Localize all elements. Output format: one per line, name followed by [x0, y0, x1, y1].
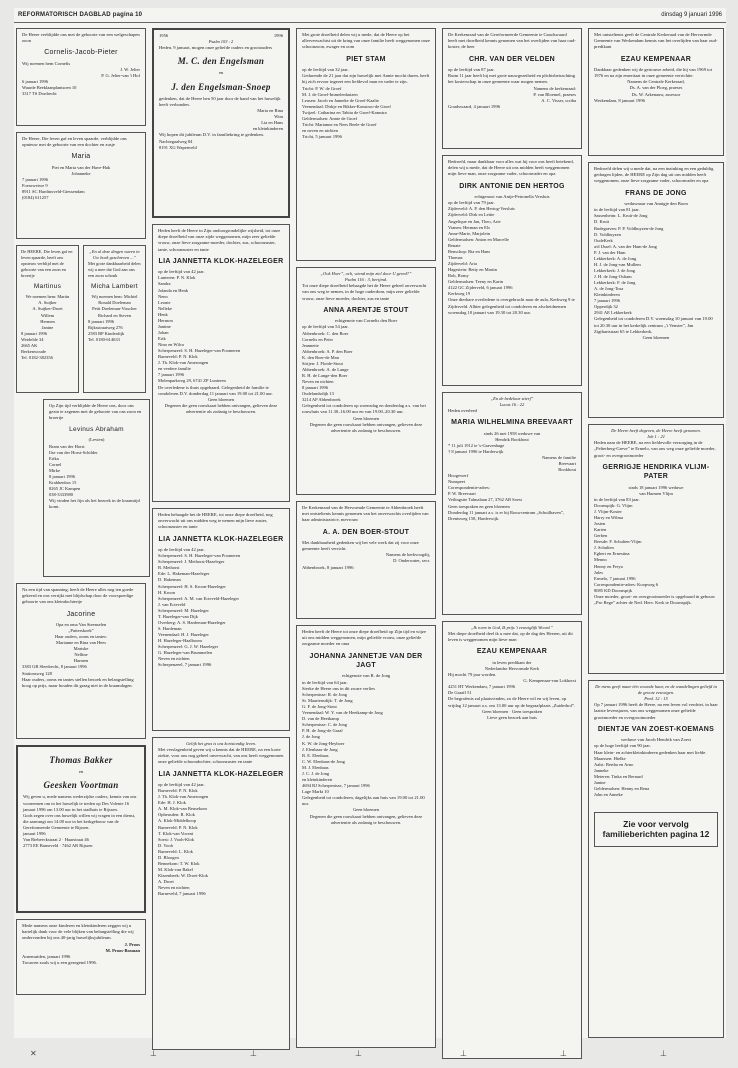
wedding-body: Wij geven u, mede namens wederzijdse ouders, kennis van ons voornemen om in het huwelijk te treden op Des Volente 16 januari 1996 om 13.00 uur in het stadhuis te Rijssen. Gods zegen over ons huwelijk willen wij vragen in een dienst, die aanvangt om 14.00 uur in het kerkgebouw van de Gereformeerde Gemeente te Rijssen. [23, 794, 137, 830]
notice-sub: sinds 18 januari 1996 weduwe van Harmen Vlijm [628, 484, 684, 496]
notice-quote: De Heere heeft degeven, de Heere heeft genomen. Job 1 : 21 [611, 428, 701, 440]
registration-mark-icon: ⊥ [660, 1049, 667, 1058]
deceased-age: in de leeftijd van 83 jaar. [594, 496, 640, 502]
obituary-kempenaar [442, 621, 582, 1059]
notice-address: Abbenbroek, 8 januari 1996 [302, 564, 354, 570]
and-word: en [78, 769, 84, 775]
deceased-age: op de hoge leeftijd van 90 jaar. [594, 743, 651, 749]
notice-address: 4251 HT Werkendam, 7 januari 1996 De Graaff 51 [448, 684, 515, 696]
notice-sub: weduwe van Jacob Hendrik van Zoest [620, 737, 692, 743]
deceased-name: LIA JANNETTA KLOK-HAZELEGER [158, 535, 284, 543]
anniversary-notice [152, 28, 290, 218]
deceased-name: EZAU KEMPENAAR [620, 55, 692, 63]
child-name: Cornelis-Jacob-Pieter [44, 49, 118, 57]
parents: Piet en Maria van der Have-Hak Johanneke [51, 164, 111, 176]
notice-address: Goudswaard, 4 januari 1996 [448, 103, 501, 109]
notice-address: 8 januari 1996 Oudelandsdijk 13 3214 AP Abbenbroek [302, 385, 341, 403]
notice-note: De overledene is thuis opgebaard. Gelegenheid de familie te condoleren D.V. donderdag 11 januari van 19.00 tot 21.00 uur. [158, 384, 273, 396]
notice-intro: De Heere verblijdde ons met de geboorte van een welgeschapen zoon [22, 32, 140, 44]
groom-name: Thomas Bakker [49, 755, 113, 765]
deceased-name: JOHANNA JANNETJE VAN DER JAGT [309, 652, 423, 669]
notice-quote: „Ook Hoer”, och, wiend mijn ziel door U gered?” Psalm 116 : 3, berijmd. [320, 271, 412, 283]
family-list: Scherpenzeel: S. H. Hazeleger-van Poomeren Scherpenzeel: J. Methorst-Hazeleger B. Methorst Ede: L. Hakeman-Hazeleger D. Hakeman Scherpenzeel: H. S. Kroon-Hazeleger H. Kroon Scherpenzeel: A. M. van Ecteveld-Hazeleger J. van Ecteveld Scherpenzeel: M. Hazeleger T. Hazeleger-van Dijk Overberg: A. S. Hardeman-Hazeleger S. Hardeman Veenendaal: H. J. Hazeleger H. Hazeleger-Haalboom Scherpenzeel: G. J. W. Hazeleger G. Hazeleger-van Brummelen Neven en nichten [158, 553, 241, 662]
column-5 [588, 28, 724, 1044]
notice-note: Haar ouders, ooms en tantes stellen bezoek en belangstelling hoog op prijs, maar houden dit graag niet in de kraamdagen. [22, 676, 134, 688]
notice-footer: Geen bloemen Degenen die geen rouwkaart hebben ontvangen, gelieven deze advertentie als zodanig te beschouwen. [309, 807, 423, 825]
family-list: Lunteren: P. N. Klok Sandra Jolanda en Henk Neno Leonie Nelleke Henk Hermon Jantine Johan Erik Nino en Wilco Scherpenzeel: S. H. Hazeleger-van Poomeren Barneveld: P. N. Klok J. Th. Klok-van Amerongen en verdere familie [158, 275, 241, 372]
notice-address: 7 januari 1996 Foeseweiwe 9 8911 SC Hardinxveld-Giessendam (0184) 611257 [22, 176, 85, 201]
notice-footer: Geen bloemen · Geen toespraken Lieve geen bezoek aan huis [482, 708, 542, 720]
notice-address: Scherpenzeel, 7 januari 1996 [158, 662, 212, 668]
family-list: Zijderveld: A. P. den Hertog-Versluis Zijderveld: Dirk en Lettie Angelique en Jan, Theo, Arie Vianen: Herman en Els Anne-Marie, Marjolein Geldermalsen: Anton en Marcelle Renate Benschop: Ria en Hans Thomas Zijderveld: Aria Hagestein: Betty en Martin Bob, Romy Geldermalsen: Teeny en Karin [448, 206, 515, 285]
notice-address: januari 1996 Van Riebeeckstraat 2 · Haarstraat 46 2773 EE Barneveld · 7462 AR Rijssen [23, 830, 93, 848]
obituary-breevaart [442, 392, 582, 615]
notice-note: Gelegenheid tot condoleren, dagelijks aan huis van 19.00 tot 21.00 uur. [302, 795, 425, 807]
column-3 [296, 28, 436, 1054]
notice-sub: sinds 26 mei 1958 weduwe van Hendrik Bookhout [483, 430, 541, 442]
notice-body: Dankbaar gedenken wij de getrouwe arbeid, die hij van 1969 tot 1976 en na zijn emeritaat in onze gemeente verrichtte. [594, 67, 712, 79]
obituary-vlijm-pater [588, 424, 724, 674]
family-list: Barneveld: P. N. Klok J. Th. Klok-van Amerongen Ede: H. J. Klok A. M. Klok-van Beusekom Opheusden: R. Klok A. Klok-Middelkoop Barneveld: P. N. Klok T. Klok-van Vocent Soest: J. Vooh-Klok D. Vooh Barneveld: L. Klok D. Bloogen Bennekom: T. W. Klok M. Klok-van Bakel Klarenbeek: W. Droet-Klok A. Droet Neven en nichten [158, 788, 209, 891]
deceased-name: GERRIGJE HENDRIKA VLIJM-PATER [602, 463, 710, 481]
child-name: Jacorine [66, 610, 96, 618]
deceased-age: op de leeftijd van 42 jaar. [158, 269, 205, 275]
obituary-klok-3 [152, 737, 290, 1050]
notice-address: 7 januari 1996 Molenparkweg 29, 6741 ZP Lunteren [158, 372, 226, 384]
psalm-quote: Psalm 103 : 2 [208, 39, 234, 45]
deceased-name: CHR. VAN DER VELDEN [468, 55, 556, 63]
family-list: Namens de familie Breevaart Bookhout [542, 455, 576, 473]
newspaper-page [14, 8, 726, 1038]
family-list: A. Suijker A. Suijker-Droet Willem Hermen Janine [32, 300, 63, 330]
husband-name: M. C. den Engelsman [177, 56, 265, 67]
notice-address: 6 januari 1996 Waarde Beeklaanplantsoen 10 3317 TS Dordrecht [22, 79, 77, 97]
birth-notices-pair [16, 245, 146, 393]
deceased-age: in de leeftijd van 64 jaar. [302, 679, 348, 685]
notice-intro: De Kerkenraad van de Hervormde Gemeente te Abbenbroek heeft met ontsteltenis kennis genomen van het onverwachts overlijden van haar administratrice, mevrouw [302, 505, 429, 523]
parents: J. W. Jelier P. G. Jelier-van 't Hof [101, 67, 140, 79]
registration-mark-icon: ⊥ [250, 1049, 257, 1058]
continued-on-page-12-box: Zie voor vervolg familieberichten pagina 12 [594, 812, 718, 846]
notice-quote: De mens geeft maar één woonde haar, en de wandelingen geliefd in de groote eeuwigen. Pred. 12 : 15 [595, 684, 717, 702]
column-4 [442, 28, 582, 1065]
notice-body: Onze dierbare overledene is overgebracht naar de aula, Kerkweg 9 te Zijderveld. Alhier gelegenheid tot condoleren en afscheidnemen woensdag 10 januari van 19.30 tot 20.30 uur. [448, 297, 575, 315]
bride-name: Geesken Voortman [43, 780, 119, 791]
notice-sub: weduwnaar van Annigje den Boon [624, 201, 688, 206]
notice-intro: Heden overleed [448, 408, 477, 414]
child-name: Martinus [33, 282, 62, 290]
notice-address: 8 januari 1996 Weidelde 34 2665 AK Berkenwoude Tel. 0182-382356 [21, 330, 53, 360]
thanks-extra: Trouwen zoals wij u een gezegend 1996. [22, 959, 97, 965]
notice-intro: Op Zijn tijd verblijdde de Heere ons, door ons gezin te zegenen met de geboorte van ons zoon en broertje [49, 403, 142, 421]
registration-mark-icon: ✕ [30, 1049, 37, 1058]
notice-note: Gelegenheid tot condoleren D.V. woensdag 10 januari van 19.00 tot 20.30 uur in het kerkelijk centrum „'t Venster”, Jan Zigthartstraat 65 te Lekkerkerk. [594, 316, 713, 334]
notice-address: Nachtegaalweg 84 8191 XG Wapenveld [159, 138, 197, 150]
wedding-notice [16, 745, 146, 913]
and-word: en [218, 70, 224, 76]
year-start: 1956 [159, 33, 169, 38]
notice-address: 4122 GC Zijderveld, 6 januari 1996 Kerkweg 19 [448, 285, 513, 297]
notice-quote: „En de bedelaar stierf” Lucas 16 : 22 [490, 396, 534, 408]
notice-intro: Heden, 9 januari, mogen onze geliefde ouders en grootouders [159, 45, 273, 51]
deceased-age: in de leeftijd van 81 jaar. [594, 207, 640, 213]
birth-notice-maria [16, 132, 146, 239]
registration-mark-icon: ⊥ [355, 1049, 362, 1058]
deceased-age: Hij mocht 79 jaar worden. [448, 671, 497, 677]
thanks-place: Arnemuiden, januari 1996 [22, 953, 71, 959]
notice-sub: echtgenoot van Antje-Petronella Versluis [474, 194, 550, 199]
birth-notice-martinus [16, 245, 79, 393]
notice-intro: Met grote droefheid delen wij u mede, dat de Heere op het allerverwachtst uit de kring van onze familie heeft weggenomen onze schoonzoon, zwager en oom [302, 32, 430, 50]
notice-body: Gedurende de 21 jaar dat zijn huwelijk met Annie mocht duren, heeft hij zich ervoor ingezet een liefdevol man en vader te zijn. [302, 73, 430, 85]
notice-body: Haar klein- en achterkleinkinderen gedenken haar met liefde. [594, 749, 707, 755]
obituary-van-zoest [588, 680, 724, 1038]
obituary-kempenaar-church [588, 28, 724, 156]
deceased-age: op de leeftijd van 87 jaar. [448, 67, 495, 72]
obituary-stout [296, 267, 436, 495]
notice-footer: Geen bloemen Degenen die geen rouwkaart hebben ontvangen, gelieven deze advertentie als zodanig te beschouwen. [164, 396, 278, 414]
notice-thanks: Wij vinden het fijn als het bezoek in de kraamtijd komt. [49, 498, 140, 510]
notice-note: De begrafenis zal plaatsvinden, zo de Heere wil en wij leven, op vrijdag 12 januari a.s. om 13.00 uur op de begraafplaats „Zuiderhof”. [448, 696, 576, 708]
birth-notice-jacorine [16, 583, 146, 739]
deceased-name: MARIA WILHELMINA BREEVAART [451, 419, 573, 427]
notice-intro: Bedroefd delen wij u mede dat, na een inzinking en een geduldig gedragen lijden, de HEERE op Zijn dag uit ons midden heeft weggenomen, onze lieve zorgzame vader, schoonvader en opa [594, 166, 714, 184]
birth-notice-cornelis [16, 28, 146, 126]
notice-body: Met diepe droefheid deel ik u mee dat, op de dag des Heeren, uit dit leven is weggenomen mijn lieve man [448, 630, 573, 643]
notice-body: gedenken, dat de Heere hen 50 jaar door de band van het huwelijk heeft verbonden. [159, 95, 281, 107]
deceased-age: op de leeftijd van 32 jaar. [302, 67, 349, 72]
obituary-den-boer-church [296, 501, 436, 619]
child-name: Maria [71, 153, 91, 161]
life-dates: * 11 juli 1912 te 's-Gravenhage † 8 januari 1996 te Harderwijk [448, 442, 505, 454]
family-list: Haar ouders, ooms en tantes: Marianne en Rina van Hees Mariske Nelline Harmen [54, 634, 108, 664]
deceased-name: LIA JANNETTA KLOK-HAZELEGER [158, 770, 284, 778]
registration-mark-icon: ⊥ [150, 1049, 157, 1058]
family-list: Bram van der Horst Ilse van der Horst-Schilder Erika Cornel Mirke [49, 443, 98, 473]
notice-intro: De HEERE, Die leven gaf en leven spaarde, heeft ons opnieuw verblijd met de geboorte van een zoon en broertje [21, 249, 73, 278]
notice-thanks: Wij hopen dit jubileum D.V. in familiekring te gedenken. [159, 132, 264, 138]
obituary-de-jong [588, 162, 724, 418]
notice-sub: echtgenote van R. de Jong [341, 673, 391, 679]
notice-address: 8 januari 1996 Krabbenbos 15 8265 JC Kampen 038-3333980 [49, 473, 81, 498]
notice-intro: Heden heeft de Heere tot onze diepe droefheid op Zijn tijd en wijze uit ons midden weggenomen, mijn geliefde vrouw, onze geliefde zorgzame moeder en oma [302, 629, 426, 647]
obituary-van-der-jagt [296, 625, 436, 1048]
notice-intro: Tot onze diepe droefheid behaagde het de Heere geheel onverwacht van ons weg te nemen, in de hoge ouderdom, mijn zeer geliefde vrouw, onze lieve moeder, dochter, zus en tante [302, 283, 427, 301]
notice-address: 8 januari 1996 Rijksstraatweg 276 2583 BP Kinderdijk Tel. 0180-614633 [88, 318, 125, 342]
deceased-name: A. A. DEN BOER-STOUT [322, 528, 410, 536]
obituary-den-hertog [442, 155, 582, 386]
paper-title: REFORMATORISCH DAGBLAD pagina 10 [18, 12, 143, 18]
notice-quote: Sterke de Heere ons in dit zware verlies [302, 685, 376, 691]
deceased-name: PIET STAM [346, 55, 386, 63]
thanks-body: Mede namens onze kinderen en kleinkinderen zeggen wij u hartelijk dank voor de vele blijken van belangstelling die wij ondervonden bij ons 40-jarig huwelijksjubileum. [22, 923, 134, 941]
thanks-notice [16, 919, 146, 995]
notice-sub: We noemen hem: Martin [25, 294, 70, 300]
notice-intro: Na een tijd van spanning, heeft de Heere alles nog ten goede gekeerd en ons verrijkt met blijdschap door de voorspoedige geboorte van ons kleindochtertje [22, 587, 134, 605]
obituary-klok-2 [152, 508, 290, 731]
notice-sub: echtgenote van Cornelis den Boer [334, 318, 398, 324]
notice-footer: Geen bloemen Degenen die geen rouwkaart hebben ontvangen, gelieven deze advertentie als zodanig te beschouwen. [309, 415, 423, 433]
family-list: G. Kempenaar-van Lokhorst [523, 678, 576, 684]
notice-address: 4694 BJ Scherpenisse, 7 januari 1996 Lage Markt 10 [302, 782, 370, 794]
deceased-name: LIA JANNETTA KLOK-HAZELEGER [158, 257, 284, 265]
notice-sub: Opa en oma Van Steenselen „Putterskoek” [55, 622, 107, 634]
family-list: Sassenheim: L. Kruit-de Jong D. Kruit Budegraven: P. P. Voldhuyzen-de Jong D. Voldhuyzen OudeKerk a/d IJssel: A. van der Ham-de Jong P. J. van der Ham Lekkerkerk: A. de Jong H. J. de Jong-van Mullem Lekkerkerk: J. de Jong J. H. de Jong-Osham Lekkerkerk: F. de Jong A. de Jong-Tosa Kleinkinderen [594, 213, 664, 298]
family-list: Doornspijk: G. Vlijm J. Vlijm-Koster Harry en Wilma Josien Karien Gerben Beesde: F. Schulten-Vlijm J. Schulten Egbert en Ernestina Menno Henny en Freya Jules [594, 502, 642, 575]
notice-sub: Wij noemen hem: Michiel [91, 294, 138, 300]
registration-mark-icon: ⊥ [460, 1049, 467, 1058]
deceased-name: FRANS DE JONG [625, 189, 687, 197]
notice-intro: Heden behaagde het de HEERE, tot onze diepe droefheid, nog onverwacht uit ons midden weg te nemen mijn lieve zuster, schoonzuster en tante [158, 512, 273, 530]
birth-notice-levinus [43, 399, 150, 577]
column-2 [152, 28, 290, 1056]
obituary-stam [296, 28, 436, 261]
notice-footer: Geen bloemen [642, 335, 670, 340]
notice-address: Tricht, 5 januari 1996 [302, 134, 342, 140]
notice-note: Onze moeder, groot- en overgrootmoeder is opgebaard in gebouw „Pro Rege” achter de Ned. Herv. Kerk te Doornspijk. [594, 593, 716, 605]
notice-address: Ermelo, 7 januari 1996 Correspondentie-adres: Koopweg 6 8085 KD Doornspijk [594, 575, 658, 593]
notice-quote: Gelijk het gras is ons kortstondig leven. [186, 741, 256, 746]
column-1 [16, 28, 146, 1001]
deceased-age: op de leeftijd van 79 jaar. [448, 200, 495, 206]
notice-intro: De Heere, Die leven gaf en leven spaarde, verblijdde ons opnieuw met de geboorte van een dochter en zusje [22, 136, 127, 148]
family-list: Ronald Doeleman Petit Doeleman-Visscher Richard en Steven [92, 300, 137, 318]
notice-body: Ruim 11 jaar heeft hij met grote nauwgezetheid en plichtsbetrachting het kosterschap in onze gemeente waar mogen nemen. [448, 73, 576, 85]
notice-sub: in leven predikant der Nederlandse Hervormde Kerk [484, 659, 540, 671]
deceased-age: op de leeftijd van 54 jaar. [302, 324, 349, 330]
notice-intro: Met verslagenheid geven wij u kennis dat de HEERE, na een korte ziekte, voor ons nog geheel onverwacht, van ons heeft weggenomen onze geliefde schoondochter, schoonzuster en tante [158, 746, 284, 765]
child-name: Micha Lambert [91, 282, 138, 290]
notice-address: Hoogewerf Nunspeet Correspondentie-adres: P. W. Breevaart Veilingsite Talmalaan 27, 3762 AB Soest [448, 473, 522, 503]
obituary-klok-1 [152, 224, 290, 502]
family-list: Scherpenisse: R. de Jong St. Maartensdijk: T. de Jong G. F. de Jong-Stout Veenendaal: W. Y. van de Heetkamp-de Jong D. van de Heetkamp Scherpenisse: C. de Jong P. H. de Jong-de Graaf J. de Jong K. W. de Jong-Heyboer J. Elenbaas-de Jong B. E. Elenbaas C. W. Elenbaas-de Jong M. J. Elenbaas J. C. J. de Jong en kleinkinderen [302, 692, 383, 782]
family-list: Maarssen: Hielke Aalst: Bertha en Arno Janneke Meteren: Tinka en Bernard Janine Geldermalsen: Henny en Bena John en Anneke [594, 755, 650, 798]
notice-note: Gelegenheid tot condoleren op woensdag en donderdag a.s. van het rouwhuis van 11.30–16.00 uur en van 19.00–20.30 uur. [302, 403, 426, 415]
family-list: Abbenbroek: C. den Boer Cornelis en Peter Jeannette Abbenbroek: A. P. den Boer K. den Boer-de Man Strijen: J. Floide-Stout Abbenbroek: A. de Lange R. H. de Lange-den Boer Neven en nichten [302, 330, 353, 384]
deceased-name: ANNA ARENTJE STOUT [323, 306, 409, 314]
notice-signature: Namens de kerkenraad: P. van Bloemel, praeses A. C. Visser, scriba [533, 85, 576, 103]
deceased-name: DIENTJE VAN ZOEST-KOEMANS [597, 725, 715, 733]
birth-notice-micha [83, 245, 146, 393]
notice-address: 3383 GB Sleedrecht, 8 januari 1996 Stationsweg 128 [22, 664, 87, 676]
notice-signature: Namens de Centrale Kerkeraad, Ds. A. van der Ploeg, praeses Ds. W. Arkenauw, assessor [627, 79, 685, 97]
notice-intro: Bedroefd, maar dankbaar voor alles wat hij voor ons heeft betekend, delen wij u mede, dat de Heere uit ons midden heeft weggenomen mijn lieve man, onze zorgzame vader, schoonvader en opa [448, 159, 574, 177]
deceased-age: op de leeftijd van 42 jaar. [158, 547, 205, 552]
notice-quote: „Ik roem in God, Ik prijs 't eeuwiglijk Woord.” [470, 625, 554, 630]
year-end: 1996 [273, 33, 283, 38]
notice-footer: Geen toespraken en geen bloemen Donderdag 11 januari a.s. is er bij Rouwcentrum „Schuilhaven”, Drentsweg 158, Harderwijk. [448, 503, 564, 521]
notice-signature: Namens de kerkvoogdij, D. Onderwater, secr. [385, 552, 430, 564]
family-list: Tricht: P. W. de Groef M. J. de Groef-Immelenhuizen Leusen: Jacob en Janneke de Groef-Kaalte Veenendaal: Dirkje en Bikker-Konstroo-de Groef Twijzel: Catharina en Tabita de Groef-Kamstra Geldermalsen: Annie de Groef Tricht: Marianne en Nees Beele-de Groef en neven en nichten [302, 85, 391, 133]
page-header [14, 8, 726, 23]
notice-address: Barneveld, 7 januari 1996 [158, 891, 206, 897]
deceased-name: DIRK ANTONIE DEN HERTOG [459, 182, 565, 190]
notice-intro: De Kerkenraad van de Gereformeerde Gemeente te Goudswaard heeft met droefheid kennis genomen van het overlijden van haar oud-koster, de heer [448, 32, 576, 50]
notice-intro: Heden heeft de Heere in Zijn ondoorgrondelijke wijsheid, tot onze diepe droefheid van onze zijde weggenomen, mijn zeer geliefde vrouw, onze lieve zorgzame moeder, dochter, zus, schoonzuster, tante, schoonzuster en tante [158, 228, 281, 252]
notice-address: 7 januari 1996 Opperdijk 32 2941 AE Lekkerkerk [594, 298, 632, 316]
notice-intro: Met grote dankbaarheid delen wij u mee dat God aan ons een zoon schonk [88, 260, 141, 278]
notice-sub: Wij noemen hem Cornelis [22, 60, 71, 66]
registration-mark-icon: ⊥ [560, 1049, 567, 1058]
obituary-van-der-velden [442, 28, 582, 149]
deceased-name: EZAU KEMPENAAR [476, 648, 548, 656]
notice-quote: „En al deze dingen waren in Uw boek geschreven ...” [89, 249, 140, 260]
family-list: Maria en Rina Wim Lia en Hans en kleinkinderen [252, 108, 283, 132]
notice-intro: Heden nam de HEERE, na een liefdevolle verzorging in de „Pelterberg-Greve” te Ermelo, van ons weg onze geliefde moeder, groot- en overgrootmoeder [594, 440, 716, 458]
notice-address: Werkendam, 8 januari 1996 [594, 97, 645, 103]
paper-date: dinsdag 9 januari 1996 [661, 12, 722, 18]
child-name: Levinus Abraham [69, 425, 124, 433]
notice-body: Met dankbaarheid gedenken wij het vele werk dat zij voor onze gemeente heeft verricht. [302, 540, 419, 552]
notice-intro: Op 7 januari 1996 heeft de Heere, na een leven vol verdriet, in haar laatste levensjaren, van ons weggenomen onze geliefde grootmoeder en overgrootmoeder [594, 702, 718, 720]
deceased-age: op de leeftijd van 42 jaar. [158, 781, 205, 787]
wife-name: J. den Engelsman-Snoep [171, 81, 271, 92]
notice-intro: Met ontsteltenis geeft de Centrale Kerkeraad van de Hervormde Gemeente van Werkendam kennis van het overlijden van haar oud-predikant [594, 32, 718, 50]
notice-sub: (Levien) [88, 437, 105, 443]
thanks-signature: J. Proos M. Proos-Bosman [105, 941, 140, 953]
